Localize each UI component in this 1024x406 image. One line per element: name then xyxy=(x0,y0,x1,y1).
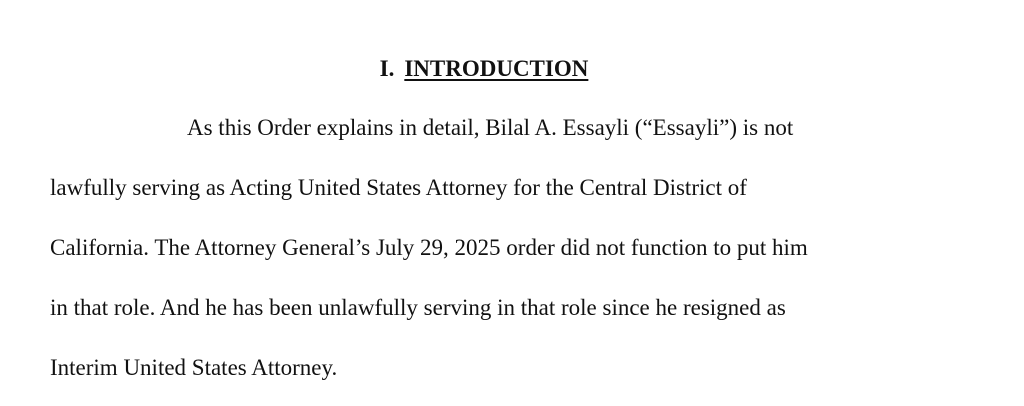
paragraph-line-3: California. The Attorney General’s July 29, 2025 order did not function to put him xyxy=(50,235,808,260)
paragraph-line-1: As this Order explains in detail, Bilal A. Essayli (“Essayli”) is not xyxy=(187,115,794,140)
paragraph-line-4: in that role. And he has been unlawfully serving in that role since he resigned as xyxy=(50,295,786,320)
section-heading xyxy=(0,54,968,84)
paragraph-line-5: Interim United States Attorney. xyxy=(50,355,338,380)
section-number: I. xyxy=(379,56,395,81)
section-title: INTRODUCTION xyxy=(404,56,589,81)
paragraph-line-2: lawfully serving as Acting United States Attorney for the Central District of xyxy=(50,175,747,200)
